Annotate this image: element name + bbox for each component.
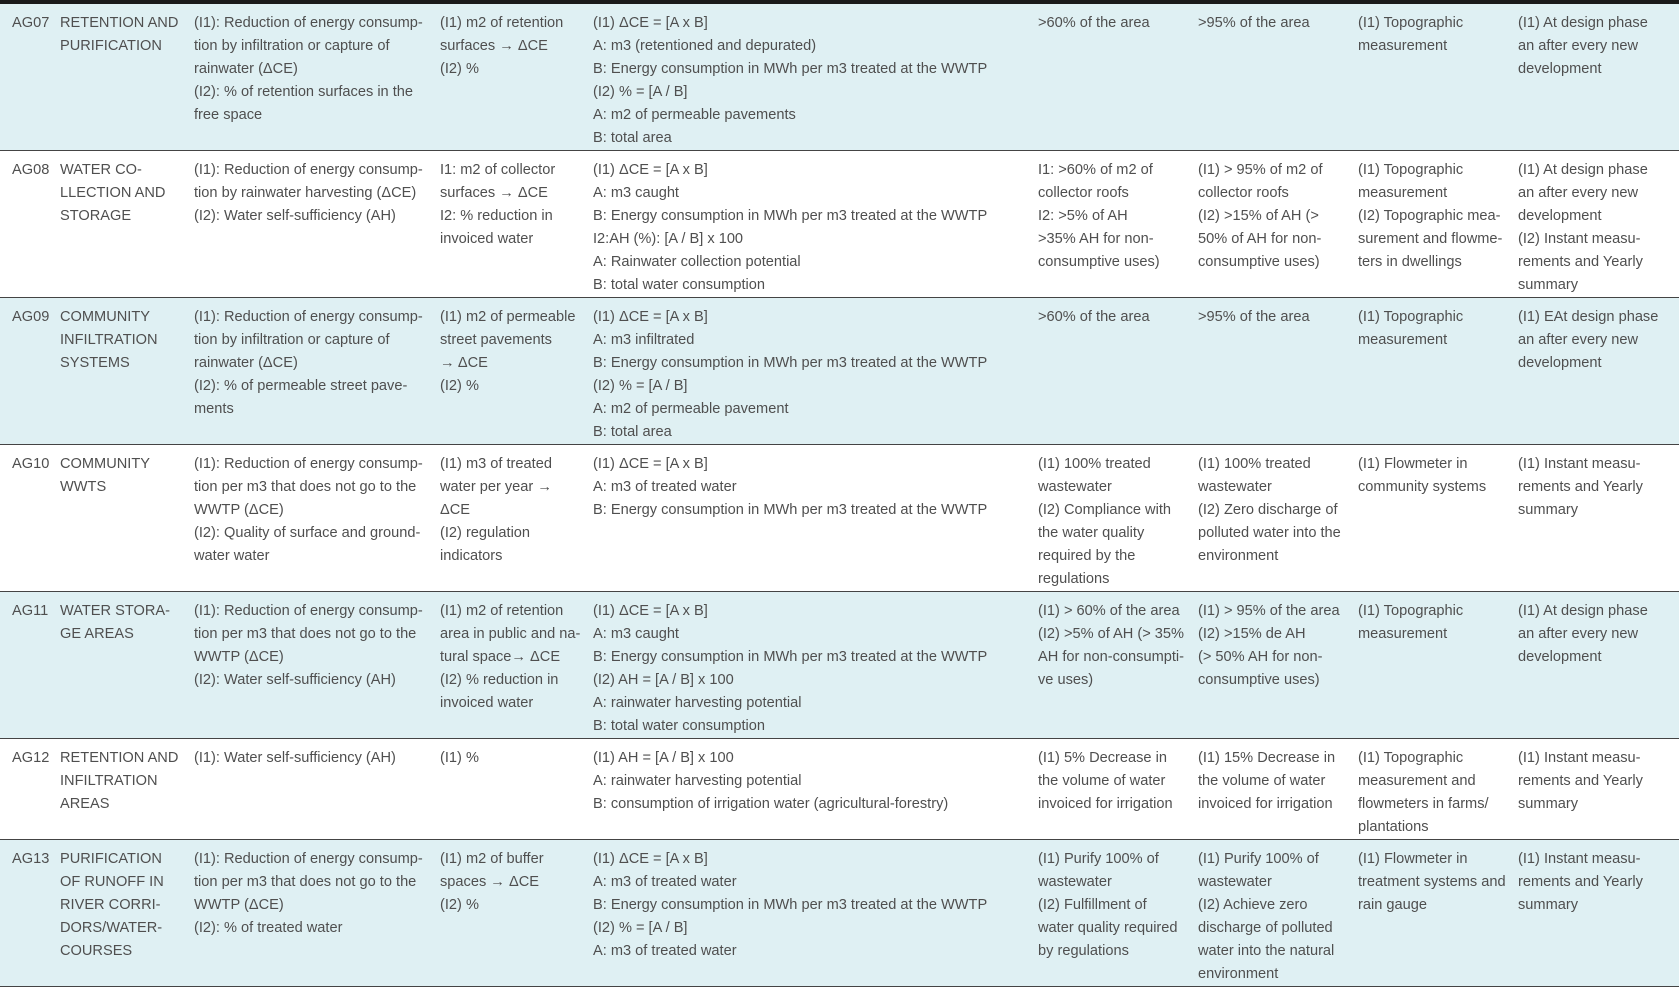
- table-row: [0, 298, 1679, 445]
- measurement-frequency-cell: [1512, 445, 1679, 592]
- indicator-units-line: (I2) regulation: [440, 525, 531, 541]
- measurement-method-line: (I1) Topographic: [1358, 309, 1464, 325]
- indicator-formula-line: (I2) % = [A / B]: [593, 378, 688, 394]
- desirable-target-line: invoiced for irrigation: [1198, 796, 1333, 812]
- minimum-target-line: ve uses): [1038, 672, 1094, 688]
- indicator-formula-line: I2:AH (%): [A / B] x 100: [593, 231, 744, 247]
- indicator-formula-line: A: m2 of permeable pavement: [593, 401, 789, 417]
- indicator-name-line: COURSES: [60, 943, 133, 959]
- indicator-code: AG08: [12, 162, 50, 178]
- measurement-frequency-line: rements and Yearly: [1518, 479, 1643, 495]
- desirable-target-cell: [1192, 2, 1352, 151]
- desirable-target-line: wastewater: [1198, 874, 1272, 890]
- indicator-formula-line: B: Energy consumption in MWh per m3 treated at the WWTP: [593, 208, 988, 224]
- indicator-objectives-cell: [188, 739, 434, 840]
- measurement-method-line: flowmeters in farms/: [1358, 796, 1489, 812]
- desirable-target-line: (I2) >15% de AH: [1198, 626, 1306, 642]
- minimum-target-line: (I2) Compliance with: [1038, 502, 1172, 518]
- indicator-formula-line: (I1) ΔCE = [A x B]: [593, 15, 708, 31]
- indicator-code-cell: [0, 592, 54, 739]
- measurement-method-line: (I1) Topographic: [1358, 15, 1464, 31]
- indicator-formula-line: A: m2 of permeable pavements: [593, 107, 796, 123]
- minimum-target-line: (I1) 5% Decrease in: [1038, 750, 1167, 766]
- measurement-frequency-line: (I1) Instant measu-: [1518, 456, 1641, 472]
- indicator-code-cell: [0, 298, 54, 445]
- minimum-target-line: by regulations: [1038, 943, 1129, 959]
- indicator-name-line: INFILTRATION: [60, 773, 158, 789]
- indicator-name-cell: [54, 151, 188, 298]
- minimum-target-line: required by the: [1038, 548, 1136, 564]
- desirable-target-line: (I2) >15% of AH (>: [1198, 208, 1319, 224]
- indicator-units-cell: [434, 840, 587, 987]
- indicator-objectives-line: tion by infiltration or capture of: [194, 38, 390, 54]
- indicator-formula-line: (I1) ΔCE = [A x B]: [593, 456, 708, 472]
- indicator-units-line: invoiced water: [440, 695, 534, 711]
- table-body: [0, 2, 1679, 987]
- indicator-units-line: → ΔCE: [440, 355, 488, 371]
- desirable-target-line: (I1) > 95% of the area: [1198, 603, 1340, 619]
- measurement-method-cell: [1352, 840, 1512, 987]
- indicator-units-line: surfaces → ΔCE: [440, 38, 548, 54]
- measurement-frequency-line: rements and Yearly: [1518, 874, 1643, 890]
- measurement-frequency-line: (I2) Instant measu-: [1518, 231, 1641, 247]
- indicator-objectives-cell: [188, 298, 434, 445]
- indicator-formula-line: (I1) ΔCE = [A x B]: [593, 309, 708, 325]
- indicator-objectives-line: (I2): % of permeable street pave-: [194, 378, 408, 394]
- desirable-target-line: (I1) 100% treated: [1198, 456, 1311, 472]
- indicator-formula-line: A: rainwater harvesting potential: [593, 695, 802, 711]
- indicator-objectives-line: tion by infiltration or capture of: [194, 332, 390, 348]
- indicator-code: AG11: [12, 603, 49, 619]
- minimum-target-line: >60% of the area: [1038, 309, 1150, 325]
- indicator-formula-line: B: Energy consumption in MWh per m3 treated at the WWTP: [593, 61, 988, 77]
- indicator-formula-cell: [587, 151, 1032, 298]
- measurement-method-cell: [1352, 151, 1512, 298]
- measurement-method-line: ters in dwellings: [1358, 254, 1462, 270]
- measurement-method-cell: [1352, 298, 1512, 445]
- indicator-objectives-line: (I1): Reduction of energy consump-: [194, 603, 423, 619]
- minimum-target-line: wastewater: [1038, 874, 1112, 890]
- indicator-objectives-line: (I2): Water self-sufficiency (AH): [194, 672, 396, 688]
- indicator-objectives-line: (I2): % of retention surfaces in the: [194, 84, 414, 100]
- measurement-method-line: treatment systems and: [1358, 874, 1506, 890]
- indicator-units-line: (I2) % reduction in: [440, 672, 559, 688]
- indicator-formula-line: A: m3 of treated water: [593, 479, 737, 495]
- indicator-name-line: WATER CO-: [60, 162, 142, 178]
- indicator-name-line: AREAS: [60, 796, 110, 812]
- indicator-name-cell: [54, 739, 188, 840]
- indicator-units-line: indicators: [440, 548, 503, 564]
- desirable-target-line: (I1) 15% Decrease in: [1198, 750, 1336, 766]
- measurement-method-line: measurement: [1358, 185, 1448, 201]
- indicator-code: AG12: [12, 750, 50, 766]
- indicator-units-line: (I2) %: [440, 897, 479, 913]
- measurement-method-line: (I1) Topographic: [1358, 162, 1464, 178]
- indicator-units-line: (I1) m2 of permeable: [440, 309, 576, 325]
- indicator-objectives-line: WWTP (ΔCE): [194, 502, 284, 518]
- measurement-frequency-line: (I1) At design phase: [1518, 603, 1648, 619]
- measurement-frequency-line: summary: [1518, 502, 1578, 518]
- indicator-units-line: (I1) m2 of retention: [440, 15, 564, 31]
- desirable-target-cell: [1192, 151, 1352, 298]
- measurement-method-cell: [1352, 592, 1512, 739]
- measurement-method-line: measurement: [1358, 332, 1448, 348]
- indicator-name-line: GE AREAS: [60, 626, 134, 642]
- indicator-units-cell: [434, 151, 587, 298]
- desirable-target-line: environment: [1198, 548, 1279, 564]
- indicator-formula-line: (I2) % = [A / B]: [593, 84, 688, 100]
- indicator-name-line: COMMUNITY: [60, 456, 150, 472]
- minimum-target-line: I2: >5% of AH: [1038, 208, 1128, 224]
- measurement-frequency-line: (I1) At design phase: [1518, 162, 1648, 178]
- table-row: [0, 445, 1679, 592]
- indicator-formula-line: A: rainwater harvesting potential: [593, 773, 802, 789]
- minimum-target-line: (I1) Purify 100% of: [1038, 851, 1159, 867]
- indicator-objectives-line: (I2): Quality of surface and ground-: [194, 525, 421, 541]
- minimum-target-line: water quality required: [1038, 920, 1178, 936]
- indicator-objectives-line: tion per m3 that does not go to the: [194, 626, 417, 642]
- desirable-target-line: the volume of water: [1198, 773, 1326, 789]
- indicator-formula-line: B: Energy consumption in MWh per m3 treated at the WWTP: [593, 897, 988, 913]
- indicator-name-line: OF RUNOFF IN: [60, 874, 164, 890]
- indicator-name-line: RIVER CORRI-: [60, 897, 161, 913]
- minimum-target-line: >35% AH for non-: [1038, 231, 1154, 247]
- indicator-code-cell: [0, 2, 54, 151]
- indicator-units-line: spaces → ΔCE: [440, 874, 539, 890]
- indicator-formula-line: (I1) ΔCE = [A x B]: [593, 162, 708, 178]
- indicator-name-line: PURIFICATION: [60, 38, 162, 54]
- indicator-formula-line: B: Energy consumption in MWh per m3 treated at the WWTP: [593, 502, 988, 518]
- desirable-target-cell: [1192, 739, 1352, 840]
- table-row: [0, 739, 1679, 840]
- measurement-method-line: plantations: [1358, 819, 1429, 835]
- minimum-target-line: (I1) > 60% of the area: [1038, 603, 1180, 619]
- measurement-method-cell: [1352, 445, 1512, 592]
- measurement-frequency-line: an after every new: [1518, 185, 1639, 201]
- minimum-target-cell: [1032, 2, 1192, 151]
- indicator-name-line: WATER STORA-: [60, 603, 170, 619]
- indicator-units-line: (I1) m3 of treated: [440, 456, 552, 472]
- measurement-frequency-cell: [1512, 298, 1679, 445]
- measurement-frequency-line: rements and Yearly: [1518, 254, 1643, 270]
- measurement-frequency-line: (I1) EAt design phase: [1518, 309, 1659, 325]
- minimum-target-line: >60% of the area: [1038, 15, 1150, 31]
- measurement-frequency-line: development: [1518, 355, 1602, 371]
- indicator-objectives-line: (I1): Reduction of energy consump-: [194, 162, 423, 178]
- indicator-objectives-line: (I1): Water self-sufficiency (AH): [194, 750, 396, 766]
- minimum-target-cell: [1032, 445, 1192, 592]
- indicator-name-cell: [54, 445, 188, 592]
- indicator-formula-line: B: total water consumption: [593, 277, 765, 293]
- indicator-name-line: WWTS: [60, 479, 107, 495]
- indicator-objectives-line: (I2): % of treated water: [194, 920, 343, 936]
- measurement-frequency-line: an after every new: [1518, 38, 1639, 54]
- indicator-objectives-line: (I1): Reduction of energy consump-: [194, 15, 423, 31]
- indicator-name-line: INFILTRATION: [60, 332, 158, 348]
- indicator-name-line: PURIFICATION: [60, 851, 162, 867]
- measurement-frequency-line: development: [1518, 61, 1602, 77]
- indicator-units-line: water per year →: [440, 479, 552, 495]
- measurement-frequency-cell: [1512, 2, 1679, 151]
- indicator-objectives-cell: [188, 840, 434, 987]
- minimum-target-cell: [1032, 840, 1192, 987]
- indicator-name-line: LLECTION AND: [60, 185, 166, 201]
- indicator-formula-line: A: m3 infiltrated: [593, 332, 695, 348]
- indicator-units-cell: [434, 739, 587, 840]
- indicator-units-line: (I2) %: [440, 378, 479, 394]
- indicator-formula-line: B: consumption of irrigation water (agricultural-forestry): [593, 796, 949, 812]
- desirable-target-line: discharge of polluted: [1198, 920, 1333, 936]
- indicator-formula-line: B: Energy consumption in MWh per m3 treated at the WWTP: [593, 355, 988, 371]
- measurement-method-line: (I1) Topographic: [1358, 603, 1464, 619]
- desirable-target-line: (> 50% AH for non-: [1198, 649, 1323, 665]
- indicator-objectives-line: WWTP (ΔCE): [194, 897, 284, 913]
- indicator-units-line: I1: m2 of collector: [440, 162, 556, 178]
- measurement-method-cell: [1352, 739, 1512, 840]
- indicator-objectives-line: tion per m3 that does not go to the: [194, 874, 417, 890]
- indicator-units-line: (I1) m2 of retention: [440, 603, 564, 619]
- indicator-formula-line: A: m3 (retentioned and depurated): [593, 38, 817, 54]
- measurement-frequency-line: development: [1518, 208, 1602, 224]
- indicator-code: AG07: [12, 15, 50, 31]
- measurement-frequency-line: summary: [1518, 796, 1578, 812]
- indicator-formula-line: (I1) ΔCE = [A x B]: [593, 851, 708, 867]
- indicator-objectives-line: rainwater (ΔCE): [194, 61, 298, 77]
- indicator-units-line: (I1) %: [440, 750, 479, 766]
- indicator-formula-line: B: total area: [593, 130, 672, 146]
- measurement-frequency-line: rements and Yearly: [1518, 773, 1643, 789]
- indicator-formula-cell: [587, 739, 1032, 840]
- indicator-formula-line: (I1) ΔCE = [A x B]: [593, 603, 708, 619]
- minimum-target-cell: [1032, 298, 1192, 445]
- indicator-code: AG10: [12, 456, 50, 472]
- indicator-code: AG13: [12, 851, 50, 867]
- indicator-code-cell: [0, 151, 54, 298]
- desirable-target-line: (I1) Purify 100% of: [1198, 851, 1319, 867]
- indicator-formula-line: (I1) AH = [A / B] x 100: [593, 750, 734, 766]
- desirable-target-line: (I2) Achieve zero: [1198, 897, 1308, 913]
- measurement-method-line: (I1) Flowmeter in: [1358, 456, 1468, 472]
- desirable-target-cell: [1192, 840, 1352, 987]
- indicator-formula-line: A: m3 of treated water: [593, 943, 737, 959]
- indicator-units-line: tural space→ ΔCE: [440, 649, 561, 665]
- indicator-formula-line: A: m3 of treated water: [593, 874, 737, 890]
- measurement-method-cell: [1352, 2, 1512, 151]
- desirable-target-line: 50% of AH for non-: [1198, 231, 1322, 247]
- indicator-formula-line: B: total water consumption: [593, 718, 765, 734]
- indicator-name-line: COMMUNITY: [60, 309, 150, 325]
- desirable-target-cell: [1192, 445, 1352, 592]
- indicator-objectives-cell: [188, 445, 434, 592]
- indicator-name-cell: [54, 2, 188, 151]
- indicator-units-cell: [434, 445, 587, 592]
- desirable-target-line: wastewater: [1198, 479, 1272, 495]
- indicator-objectives-line: tion per m3 that does not go to the: [194, 479, 417, 495]
- desirable-target-line: >95% of the area: [1198, 15, 1310, 31]
- desirable-target-line: (I1) > 95% of m2 of: [1198, 162, 1323, 178]
- indicator-units-cell: [434, 2, 587, 151]
- desirable-target-line: (I2) Zero discharge of: [1198, 502, 1338, 518]
- minimum-target-cell: [1032, 151, 1192, 298]
- indicator-objectives-cell: [188, 592, 434, 739]
- indicator-objectives-line: rainwater (ΔCE): [194, 355, 298, 371]
- desirable-target-cell: [1192, 592, 1352, 739]
- desirable-target-line: consumptive uses): [1198, 254, 1320, 270]
- minimum-target-line: collector roofs: [1038, 185, 1129, 201]
- indicator-units-cell: [434, 298, 587, 445]
- minimum-target-line: (I2) Fulfillment of: [1038, 897, 1147, 913]
- indicator-formula-line: B: Energy consumption in MWh per m3 treated at the WWTP: [593, 649, 988, 665]
- indicator-objectives-cell: [188, 2, 434, 151]
- indicator-formula-cell: [587, 298, 1032, 445]
- measurement-method-line: surement and flowme-: [1358, 231, 1503, 247]
- desirable-target-line: >95% of the area: [1198, 309, 1310, 325]
- indicator-units-line: invoiced water: [440, 231, 534, 247]
- indicator-objectives-line: (I1): Reduction of energy consump-: [194, 456, 423, 472]
- indicator-name-line: STORAGE: [60, 208, 132, 224]
- minimum-target-line: AH for non-consumpti-: [1038, 649, 1184, 665]
- minimum-target-line: I1: >60% of m2 of: [1038, 162, 1153, 178]
- measurement-method-line: (I1) Topographic: [1358, 750, 1464, 766]
- indicator-units-line: street pavements: [440, 332, 552, 348]
- minimum-target-cell: [1032, 739, 1192, 840]
- measurement-frequency-cell: [1512, 840, 1679, 987]
- measurement-frequency-cell: [1512, 739, 1679, 840]
- indicator-name-line: RETENTION AND: [60, 750, 179, 766]
- indicator-name-line: SYSTEMS: [60, 355, 130, 371]
- indicator-code-cell: [0, 739, 54, 840]
- measurement-method-line: measurement: [1358, 38, 1448, 54]
- indicator-units-line: (I1) m2 of buffer: [440, 851, 544, 867]
- measurement-frequency-line: summary: [1518, 897, 1578, 913]
- indicator-formula-cell: [587, 2, 1032, 151]
- indicator-formula-cell: [587, 840, 1032, 987]
- measurement-method-line: community systems: [1358, 479, 1487, 495]
- indicator-units-line: (I2) %: [440, 61, 479, 77]
- indicator-objectives-line: (I1): Reduction of energy consump-: [194, 309, 423, 325]
- indicator-name-line: DORS/WATER-: [60, 920, 163, 936]
- measurement-frequency-cell: [1512, 151, 1679, 298]
- minimum-target-line: the water quality: [1038, 525, 1145, 541]
- indicator-objectives-line: free space: [194, 107, 263, 123]
- measurement-frequency-line: summary: [1518, 277, 1578, 293]
- measurement-frequency-cell: [1512, 592, 1679, 739]
- measurement-method-line: (I1) Flowmeter in: [1358, 851, 1468, 867]
- indicator-objectives-line: tion by rainwater harvesting (ΔCE): [194, 185, 417, 201]
- indicator-formula-line: B: total area: [593, 424, 672, 440]
- measurement-frequency-line: (I1) Instant measu-: [1518, 750, 1641, 766]
- minimum-target-line: consumptive uses): [1038, 254, 1160, 270]
- indicator-formula-cell: [587, 445, 1032, 592]
- desirable-target-line: environment: [1198, 966, 1279, 982]
- indicator-formula-line: A: m3 caught: [593, 185, 679, 201]
- minimum-target-line: invoiced for irrigation: [1038, 796, 1173, 812]
- indicator-formula-line: A: m3 caught: [593, 626, 679, 642]
- minimum-target-line: (I1) 100% treated: [1038, 456, 1151, 472]
- measurement-frequency-line: an after every new: [1518, 332, 1639, 348]
- minimum-target-cell: [1032, 592, 1192, 739]
- indicator-units-line: I2: % reduction in: [440, 208, 553, 224]
- indicator-formula-line: A: Rainwater collection potential: [593, 254, 801, 270]
- table-row: [0, 151, 1679, 298]
- measurement-method-line: (I2) Topographic mea-: [1358, 208, 1501, 224]
- indicator-code-cell: [0, 840, 54, 987]
- indicator-units-line: ΔCE: [440, 502, 471, 518]
- desirable-target-line: water into the natural: [1198, 943, 1335, 959]
- indicator-name-line: RETENTION AND: [60, 15, 179, 31]
- indicator-objectives-line: (I2): Water self-sufficiency (AH): [194, 208, 396, 224]
- minimum-target-line: the volume of water: [1038, 773, 1166, 789]
- desirable-target-cell: [1192, 298, 1352, 445]
- measurement-frequency-line: (I1) At design phase: [1518, 15, 1648, 31]
- indicator-name-cell: [54, 840, 188, 987]
- indicator-objectives-line: ments: [194, 401, 234, 417]
- minimum-target-line: regulations: [1038, 571, 1110, 587]
- minimum-target-line: (I2) >5% of AH (> 35%: [1038, 626, 1185, 642]
- indicator-name-cell: [54, 592, 188, 739]
- desirable-target-line: polluted water into the: [1198, 525, 1341, 541]
- minimum-target-line: wastewater: [1038, 479, 1112, 495]
- indicator-units-line: area in public and na-: [440, 626, 581, 642]
- desirable-target-line: consumptive uses): [1198, 672, 1320, 688]
- measurement-method-line: measurement and: [1358, 773, 1476, 789]
- indicator-objectives-cell: [188, 151, 434, 298]
- indicator-formula-line: (I2) AH = [A / B] x 100: [593, 672, 734, 688]
- desirable-target-line: collector roofs: [1198, 185, 1289, 201]
- indicator-units-line: surfaces → ΔCE: [440, 185, 548, 201]
- indicator-units-cell: [434, 592, 587, 739]
- indicator-code: AG09: [12, 309, 50, 325]
- indicator-objectives-line: water water: [194, 548, 270, 564]
- indicator-name-cell: [54, 298, 188, 445]
- measurement-frequency-line: an after every new: [1518, 626, 1639, 642]
- indicator-formula-line: (I2) % = [A / B]: [593, 920, 688, 936]
- indicator-objectives-line: WWTP (ΔCE): [194, 649, 284, 665]
- measurement-method-line: rain gauge: [1358, 897, 1427, 913]
- measurement-frequency-line: development: [1518, 649, 1602, 665]
- indicator-formula-cell: [587, 592, 1032, 739]
- table-row: [0, 840, 1679, 987]
- indicator-code-cell: [0, 445, 54, 592]
- measurement-method-line: measurement: [1358, 626, 1448, 642]
- table-row: [0, 2, 1679, 151]
- table-row: [0, 592, 1679, 739]
- measurement-frequency-line: (I1) Instant measu-: [1518, 851, 1641, 867]
- indicator-objectives-line: (I1): Reduction of energy consump-: [194, 851, 423, 867]
